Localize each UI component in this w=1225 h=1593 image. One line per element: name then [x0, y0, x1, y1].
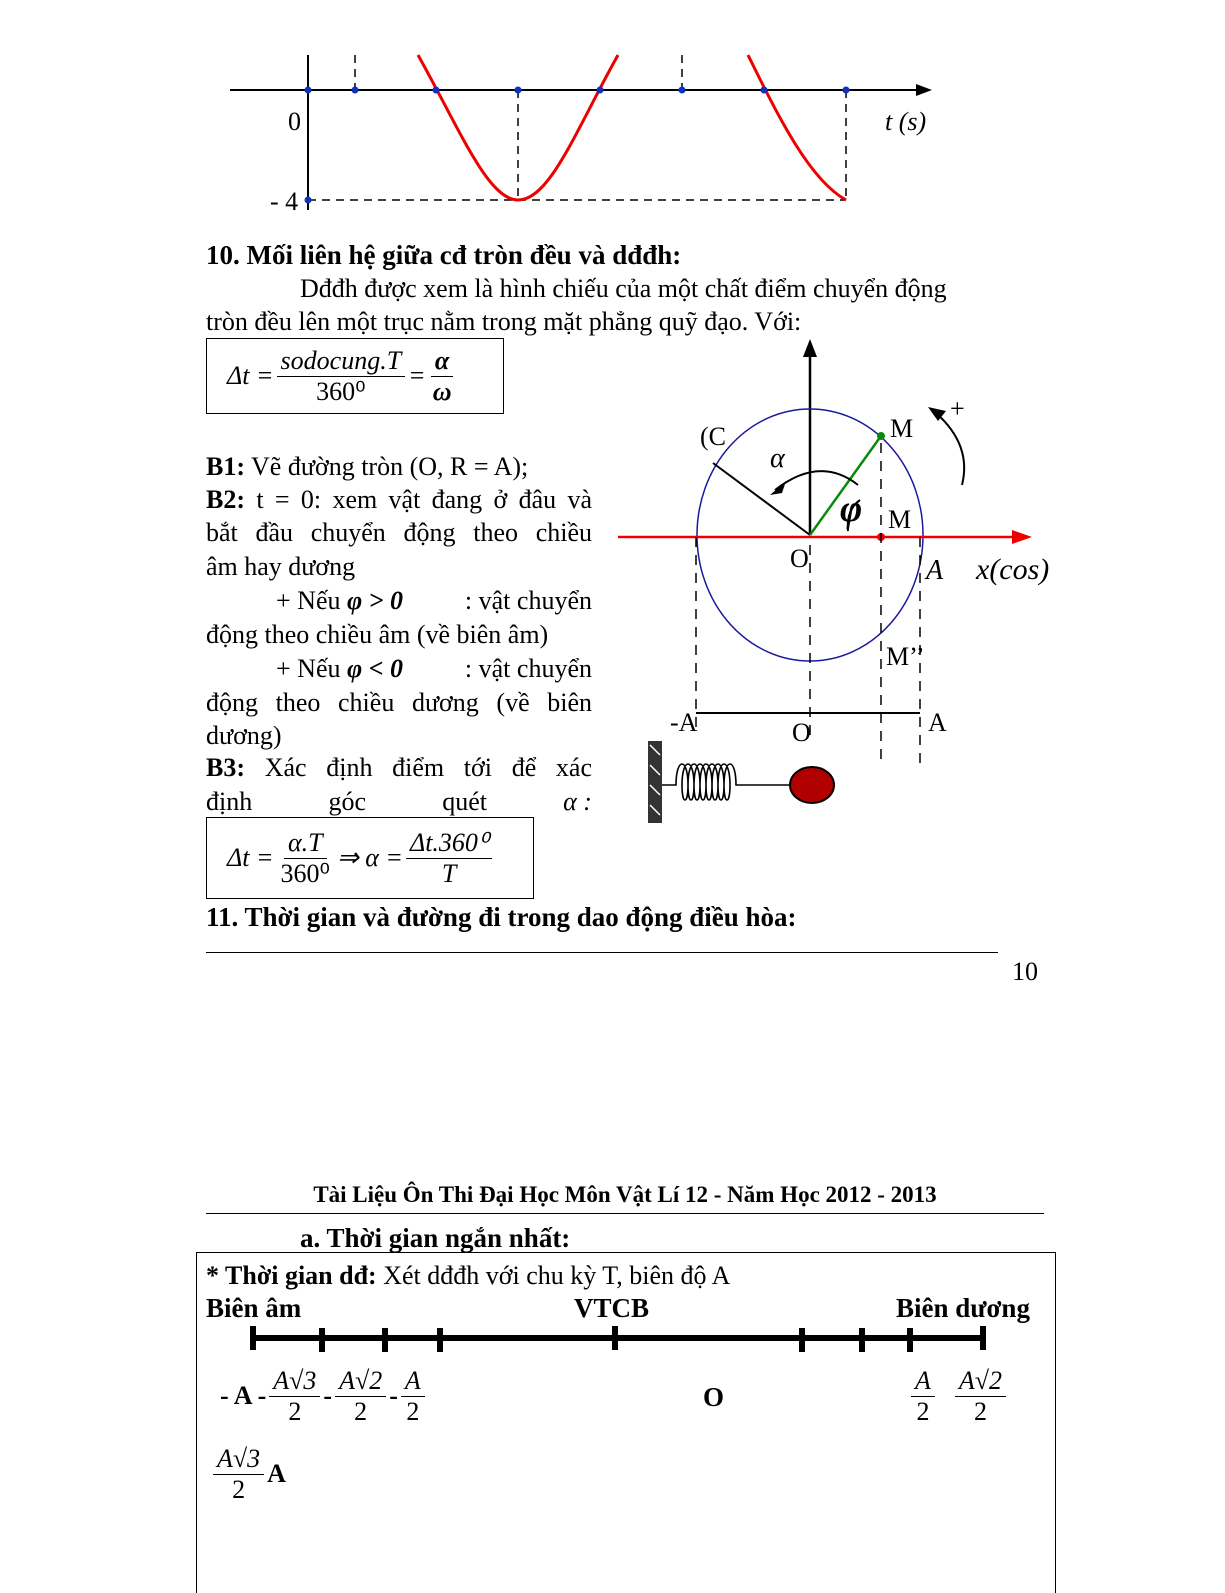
- label-c: (C: [700, 422, 726, 451]
- label-m-top: M: [890, 414, 914, 443]
- number-line: [240, 1322, 1000, 1362]
- label-m-mid: M: [888, 505, 912, 534]
- positive-labels-2: A√3 2 A: [210, 1440, 286, 1508]
- f2-lhs: Δt =: [227, 843, 274, 872]
- curve-segment-2: [748, 55, 846, 200]
- min-label: - 4: [270, 187, 299, 216]
- label-m-bot: M’’: [886, 642, 925, 671]
- label-vtcb: VTCB: [574, 1293, 650, 1323]
- f2-arrow: ⇒ α =: [336, 843, 403, 872]
- formula-box-1: [206, 338, 504, 414]
- f1-num2: α: [431, 346, 453, 377]
- case-1-cont: động theo chiều âm (về biên âm): [206, 620, 549, 649]
- label-phi: φ: [840, 488, 863, 530]
- step-b2-line1: B2: t = 0: xem vật đang ở đâu và: [206, 485, 593, 514]
- label-bien-duong: Biên dương: [896, 1293, 1030, 1323]
- time-box-title: * Thời gian dđ: Xét dđđh với chu kỳ T, biên độ A: [206, 1261, 731, 1290]
- subsection-a-title: a. Thời gian ngắn nhất:: [300, 1223, 571, 1253]
- label-xcos: x(cos): [976, 553, 1050, 586]
- spring: [662, 764, 792, 800]
- section-11-title: 11. Thời gian và đường đi trong dao động điều hòa:: [206, 902, 797, 932]
- mass-ball: [790, 767, 834, 803]
- section-10-title: 10. Mối liên hệ giữa cđ tròn đều và dđđh:: [206, 240, 682, 270]
- vertical-axis-arrow: [803, 339, 817, 357]
- f1-num1: sodocung.T: [277, 346, 406, 377]
- f1-den2: ω: [432, 376, 452, 406]
- step-b3-line2: định góc quét α :: [206, 787, 592, 816]
- negative-labels: - A - A√3 2 - A√2 2 - A 2: [220, 1362, 428, 1430]
- case-2-cont2: dương): [206, 721, 282, 750]
- center-o: O: [703, 1382, 725, 1412]
- label-o: O: [790, 544, 809, 573]
- label-a-axis: A: [926, 555, 944, 586]
- step-b2-line3: âm hay dương: [206, 552, 356, 581]
- oscillation-graph: [220, 50, 950, 220]
- f1-eq: =: [408, 361, 426, 390]
- label-neg-a: -A: [670, 708, 698, 737]
- f2-den1: 360⁰: [280, 858, 330, 888]
- header-rule: [206, 1213, 1044, 1214]
- step-b3-line1: B3: Xác định điểm tới để xác: [206, 753, 592, 782]
- f2-num2: Δt.360⁰: [406, 828, 492, 859]
- positive-labels: A 2 A√2 2: [908, 1362, 1009, 1430]
- case-2: + Nếu φ < 0 : vật chuyển: [276, 654, 592, 683]
- case-1: + Nếu φ > 0 : vật chuyển: [276, 586, 592, 615]
- f1-lhs: Δt =: [227, 361, 274, 390]
- t-axis-arrow: [916, 84, 932, 96]
- case-2-cont1: động theo chiều dương (về biên: [206, 688, 592, 717]
- label-alpha: α: [770, 443, 785, 474]
- footer-rule: [206, 952, 998, 953]
- label-plus: +: [950, 394, 965, 423]
- circle-diagram: [610, 335, 1070, 835]
- section-10-line1: Dđđh được xem là hình chiếu của một chất điểm chuyển động: [300, 274, 947, 303]
- formula-box-2: [206, 817, 534, 899]
- step-b2-line2: bắt đầu chuyển động theo chiều: [206, 518, 592, 547]
- axis-label: t (s): [885, 107, 927, 136]
- label-o-bottom: O: [792, 718, 811, 747]
- origin-label: 0: [288, 107, 301, 136]
- page-header: Tài Liệu Ôn Thi Đại Học Môn Vật Lí 12 - Năm Học 2012 - 2013: [313, 1182, 937, 1207]
- f2-den2: T: [441, 858, 457, 888]
- step-b1: B1: Vẽ đường tròn (O, R = A);: [206, 452, 529, 481]
- section-10-line2: tròn đều lên một trục nằm trong mặt phẳng quỹ đạo. Với:: [206, 307, 802, 336]
- label-a-bottom: A: [928, 708, 947, 737]
- f2-num1: α.T: [284, 828, 327, 859]
- page-number: 10: [1012, 957, 1038, 986]
- label-bien-am: Biên âm: [206, 1293, 302, 1323]
- f1-den1: 360⁰: [316, 376, 366, 406]
